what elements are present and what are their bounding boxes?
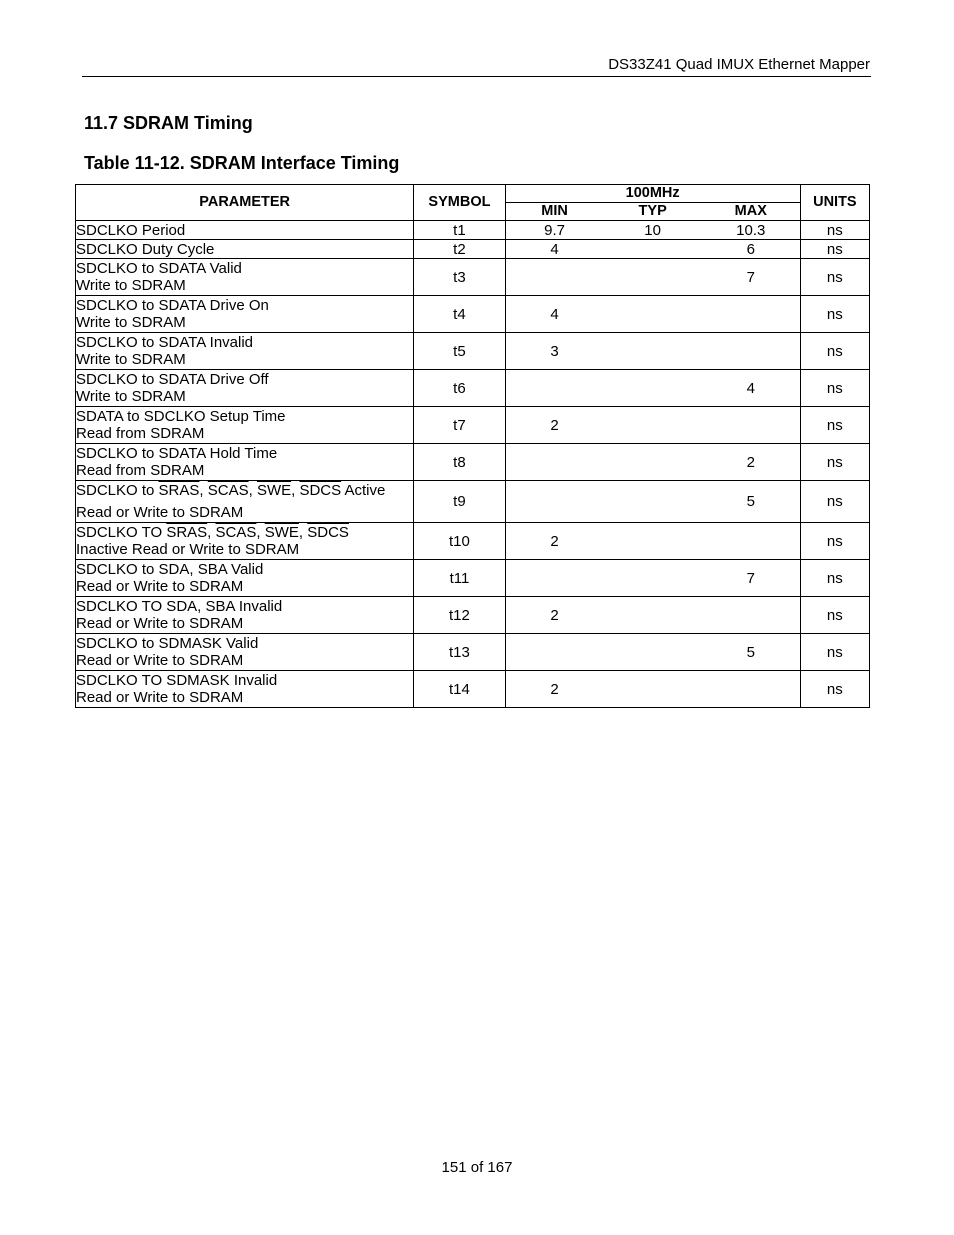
units-cell: ns <box>800 523 869 560</box>
typ-cell <box>603 560 701 597</box>
header-typ: TYP <box>603 203 701 221</box>
table-row <box>76 240 870 259</box>
min-cell <box>505 560 603 597</box>
parameter-line-1: SDCLKO to SRAS, SCAS, $\overline{SWE}$, SDCS Active <box>76 482 386 499</box>
parameter-cell <box>76 560 414 597</box>
signal-name: $\overline{SWE}$ <box>264 524 299 541</box>
min-cell: 2 <box>505 671 603 708</box>
min-cell <box>505 634 603 671</box>
parameter-line-1: SDCLKO to SDATA Drive On <box>76 297 269 314</box>
parameter-line-1: SDCLKO to SDATA Valid <box>76 260 242 277</box>
typ-cell <box>603 240 701 259</box>
min-cell: 9.7 <box>505 221 603 240</box>
max-cell: 6 <box>702 240 800 259</box>
parameter-line-2: Write to SDRAM <box>76 314 186 331</box>
parameter-cell <box>76 407 414 444</box>
symbol-cell: t8 <box>414 444 505 481</box>
typ-cell <box>603 671 701 708</box>
table-row <box>76 333 870 370</box>
table-row <box>76 370 870 407</box>
max-cell <box>702 597 800 634</box>
parameter-prefix: SDCLKO TO <box>76 524 167 541</box>
parameter-cell <box>76 370 414 407</box>
signal-name: SDCS <box>299 482 342 499</box>
table-row <box>76 407 870 444</box>
units-cell: ns <box>800 560 869 597</box>
typ-cell <box>603 296 701 333</box>
symbol-cell: t10 <box>414 523 505 560</box>
symbol-cell: t13 <box>414 634 505 671</box>
parameter-cell <box>76 240 414 259</box>
max-cell: 2 <box>702 444 800 481</box>
signal-name: SRAS <box>166 524 208 541</box>
table-row <box>76 296 870 333</box>
parameter-cell <box>76 481 414 523</box>
parameter-line-1: SDCLKO to SDA, SBA Valid <box>76 561 264 578</box>
table-row <box>76 481 870 523</box>
parameter-line-2: Write to SDRAM <box>76 388 186 405</box>
symbol-cell: t12 <box>414 597 505 634</box>
units-cell: ns <box>800 671 869 708</box>
parameter-line-1: SDCLKO to SDATA Drive Off <box>76 371 269 388</box>
header-max: MAX <box>702 203 800 221</box>
typ-cell: 10 <box>603 221 701 240</box>
header-divider <box>82 76 871 77</box>
typ-cell <box>603 333 701 370</box>
table-row <box>76 523 870 560</box>
typ-cell <box>603 407 701 444</box>
typ-cell <box>603 481 701 523</box>
max-cell <box>702 296 800 333</box>
parameter-suffix: Active <box>341 482 386 499</box>
header-units: UNITS <box>800 185 869 221</box>
parameter-line-1: SDCLKO to SDMASK Valid <box>76 635 259 652</box>
min-cell <box>505 370 603 407</box>
signal-name: SCAS <box>207 482 249 499</box>
parameter-cell <box>76 671 414 708</box>
parameter-cell <box>76 259 414 296</box>
parameter-cell <box>76 597 414 634</box>
table-caption: Table 11-12. SDRAM Interface Timing <box>84 153 400 173</box>
typ-cell <box>603 634 701 671</box>
max-cell: 7 <box>702 560 800 597</box>
header-min: MIN <box>505 203 603 221</box>
symbol-cell: t7 <box>414 407 505 444</box>
min-cell <box>505 481 603 523</box>
header-symbol: SYMBOL <box>414 185 505 221</box>
symbol-cell: t14 <box>414 671 505 708</box>
parameter-cell <box>76 221 414 240</box>
parameter-line-2: Read or Write to SDRAM <box>76 652 244 669</box>
signal-name: SDCS <box>307 524 349 541</box>
parameter-cell <box>76 444 414 481</box>
units-cell: ns <box>800 296 869 333</box>
symbol-cell: t1 <box>414 221 505 240</box>
parameter-line-1: SDCLKO TO SRAS, SCAS, $\overline{SWE}$, SDCS <box>76 524 349 541</box>
min-cell: 2 <box>505 407 603 444</box>
table-row <box>76 634 870 671</box>
typ-cell <box>603 370 701 407</box>
units-cell: ns <box>800 407 869 444</box>
parameter-line-1: SDCLKO to SDATA Hold Time <box>76 445 278 462</box>
parameter-line-1: SDATA to SDCLKO Setup Time <box>76 408 286 425</box>
header-frequency-group: 100MHz <box>505 185 800 203</box>
parameter-line-1: SDCLKO Period <box>76 221 186 239</box>
table-row <box>76 597 870 634</box>
symbol-cell: t3 <box>414 259 505 296</box>
parameter-line-2: Read or Write to SDRAM <box>76 504 244 521</box>
symbol-cell: t9 <box>414 481 505 523</box>
units-cell: ns <box>800 221 869 240</box>
parameter-line-2: Read or Write to SDRAM <box>76 689 244 706</box>
max-cell <box>702 407 800 444</box>
parameter-line-1: SDCLKO TO SDMASK Invalid <box>76 672 278 689</box>
symbol-cell: t5 <box>414 333 505 370</box>
max-cell <box>702 333 800 370</box>
signal-name: SCAS <box>215 524 257 541</box>
symbol-cell: t11 <box>414 560 505 597</box>
table-row <box>76 444 870 481</box>
units-cell: ns <box>800 333 869 370</box>
min-cell: 2 <box>505 597 603 634</box>
min-cell: 3 <box>505 333 603 370</box>
page-number: 151 of 167 <box>441 1159 513 1176</box>
parameter-prefix: SDCLKO to <box>76 482 159 499</box>
units-cell: ns <box>800 240 869 259</box>
symbol-cell: t6 <box>414 370 505 407</box>
table-row <box>76 671 870 708</box>
signal-name: $\overline{SWE}$ <box>256 482 292 499</box>
min-cell <box>505 444 603 481</box>
max-cell: 5 <box>702 634 800 671</box>
table-row <box>76 259 870 296</box>
signal-name: SRAS <box>158 482 200 499</box>
units-cell: ns <box>800 634 869 671</box>
parameter-cell <box>76 523 414 560</box>
section-heading: 11.7 SDRAM Timing <box>84 113 253 133</box>
max-cell: 4 <box>702 370 800 407</box>
parameter-line-2: Write to SDRAM <box>76 351 186 368</box>
max-cell <box>702 671 800 708</box>
units-cell: ns <box>800 597 869 634</box>
max-cell <box>702 523 800 560</box>
min-cell: 2 <box>505 523 603 560</box>
parameter-line-2: Read from SDRAM <box>76 462 205 479</box>
units-cell: ns <box>800 444 869 481</box>
page-header-title: DS33Z41 Quad IMUX Ethernet Mapper <box>608 56 870 73</box>
symbol-cell: t4 <box>414 296 505 333</box>
typ-cell <box>603 259 701 296</box>
symbol-cell: t2 <box>414 240 505 259</box>
max-cell: 10.3 <box>702 221 800 240</box>
header-parameter: PARAMETER <box>76 185 414 221</box>
parameter-line-2: Write to SDRAM <box>76 277 186 294</box>
parameter-cell <box>76 634 414 671</box>
parameter-line-2: Read or Write to SDRAM <box>76 578 244 595</box>
parameter-line-1: SDCLKO to SDATA Invalid <box>76 334 254 351</box>
typ-cell <box>603 444 701 481</box>
sdram-timing-table <box>75 184 870 708</box>
parameter-line-2: Read from SDRAM <box>76 425 205 442</box>
min-cell <box>505 259 603 296</box>
units-cell: ns <box>800 370 869 407</box>
parameter-cell <box>76 333 414 370</box>
parameter-line-1: SDCLKO Duty Cycle <box>76 240 215 258</box>
typ-cell <box>603 597 701 634</box>
min-cell: 4 <box>505 296 603 333</box>
parameter-cell <box>76 296 414 333</box>
typ-cell <box>603 523 701 560</box>
parameter-line-1: SDCLKO TO SDA, SBA Invalid <box>76 598 283 615</box>
parameter-line-2: Read or Write to SDRAM <box>76 615 244 632</box>
max-cell: 7 <box>702 259 800 296</box>
table-body <box>76 221 870 708</box>
parameter-line-2: Inactive Read or Write to SDRAM <box>76 541 300 558</box>
table-row <box>76 221 870 240</box>
table-row <box>76 560 870 597</box>
max-cell: 5 <box>702 481 800 523</box>
units-cell: ns <box>800 481 869 523</box>
min-cell: 4 <box>505 240 603 259</box>
units-cell: ns <box>800 259 869 296</box>
